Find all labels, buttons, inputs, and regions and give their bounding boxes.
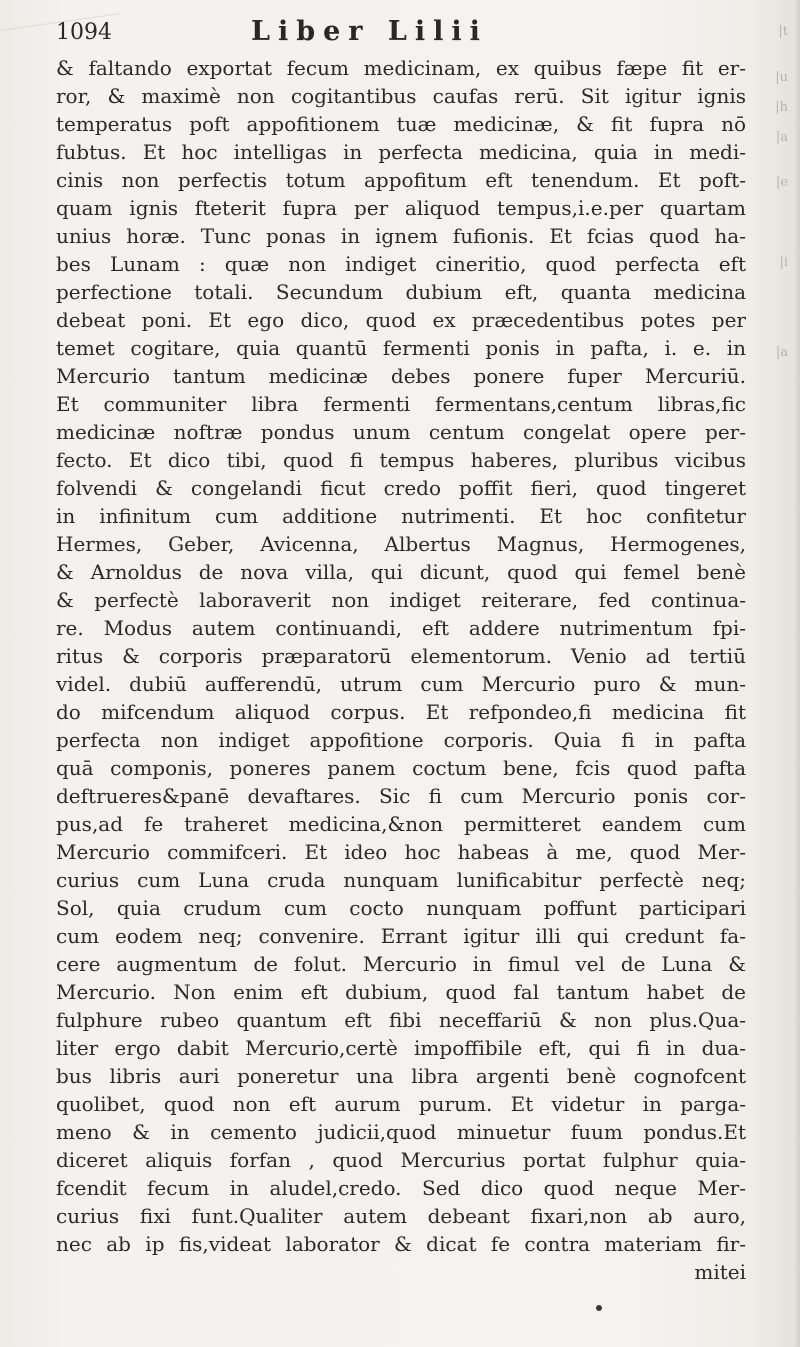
text-line: ror, & maximè non cogitantibus caufas rerū. Sit igitur ignis [56,84,746,108]
text-line: fcendit fecum in aludel,credo. Sed dico quod neque Mer- [56,1176,746,1200]
running-head: Liber Lilii [251,16,488,47]
ink-dot [596,1305,602,1311]
text-line: in infinitum cum additione nutrimenti. Et hoc confitetur [56,504,746,528]
text-line: folvendi & congelandi ficut credo poffit fieri, quod tingeret [56,476,746,500]
text-line: temet cogitare, quia quantū fermenti ponis in pafta, i. e. in [56,336,746,360]
text-line: nec ab ip fis,videat laborator & dicat fe contra materiam fir- [56,1232,746,1256]
text-line: Et communiter libra fermenti fermentans,centum libras,fic [56,392,746,416]
body-text [56,54,746,1286]
catchword: mitei [694,1260,746,1284]
page-edge-shadow [794,0,800,1347]
text-line: bus libris auri poneretur una libra argenti benè cognofcent [56,1064,746,1088]
text-line: do mifcendum aliquod corpus. Et refpondeo,fi medicina fit [56,700,746,724]
text-line: curius cum Luna cruda nunquam lunificabitur perfectè neq; [56,868,746,892]
bleed-through-margin: |t |u |h |a |e |i |a [775,24,788,360]
page-header [56,16,746,50]
text-line: bes Lunam : quæ non indiget cineritio, quod perfecta eft [56,252,746,276]
text-line: deftrueres&panē devaftares. Sic fi cum Mercurio ponis cor- [56,784,746,808]
text-line: quolibet, quod non eft aurum purum. Et videtur in parga- [56,1092,746,1116]
text-line: Hermes, Geber, Avicenna, Albertus Magnus, Hermogenes, [56,532,746,556]
text-line: ritus & corporis præparatorū elementorum. Venio ad tertiū [56,644,746,668]
text-line: unius horæ. Tunc ponas in ignem fufionis. Et fcias quod ha- [56,224,746,248]
text-line: meno & in cemento judicii,quod minuetur fuum pondus.Et [56,1120,746,1144]
text-line: Mercurio. Non enim eft dubium, quod fal tantum habet de [56,980,746,1004]
text-line: & perfectè laboraverit non indiget reiterare, fed continua- [56,588,746,612]
text-line: cere augmentum de folut. Mercurio in fimul vel de Luna & [56,952,746,976]
text-line: Sol, quia crudum cum cocto nunquam poffunt participari [56,896,746,920]
text-line: temperatus poft appofitionem tuæ medicinæ, & fit fupra nō [56,112,746,136]
text-line: curius fixi funt.Qualiter autem debeant fixari,non ab auro, [56,1204,746,1228]
text-line: cinis non perfectis totum appofitum eft tenendum. Et poft- [56,168,746,192]
text-line: Mercurio commifceri. Et ideo hoc habeas à me, quod Mer- [56,840,746,864]
text-line: quā componis, poneres panem coctum bene, fcis quod pafta [56,756,746,780]
text-line: fubtus. Et hoc intelligas in perfecta medicina, quia in medi- [56,140,746,164]
text-line: quam ignis fteterit fupra per aliquod tempus,i.e.per quartam [56,196,746,220]
text-line: diceret aliquis forfan , quod Mercurius portat fulphur quia- [56,1148,746,1172]
text-line: perfecta non indiget appofitione corporis. Quia fi in pafta [56,728,746,752]
text-line: debeat poni. Et ego dico, quod ex præcedentibus potes per [56,308,746,332]
text-line: & faltando exportat fecum medicinam, ex quibus fæpe fit er- [56,56,746,80]
text-line: medicinæ noftræ pondus unum centum congelat opere per- [56,420,746,444]
page-number: 1094 [56,20,112,45]
text-line: fulphure rubeo quantum eft fibi neceffariū & non plus.Qua- [56,1008,746,1032]
text-line: fecto. Et dico tibi, quod fi tempus haberes, pluribus vicibus [56,448,746,472]
text-line: videl. dubiū aufferendū, utrum cum Mercurio puro & mun- [56,672,746,696]
text-line: cum eodem neq; convenire. Errant igitur illi qui credunt fa- [56,924,746,948]
text-line: & Arnoldus de nova villa, qui dicunt, quod qui femel benè [56,560,746,584]
text-line: pus,ad fe traheret medicina,&non permitteret eandem cum [56,812,746,836]
text-line: liter ergo dabit Mercurio,certè impoffibile eft, qui fi in dua- [56,1036,746,1060]
text-line: re. Modus autem continuandi, eft addere nutrimentum fpi- [56,616,746,640]
text-line: Mercurio tantum medicinæ debes ponere fuper Mercuriū. [56,364,746,388]
text-line: perfectione totali. Secundum dubium eft, quanta medicina [56,280,746,304]
